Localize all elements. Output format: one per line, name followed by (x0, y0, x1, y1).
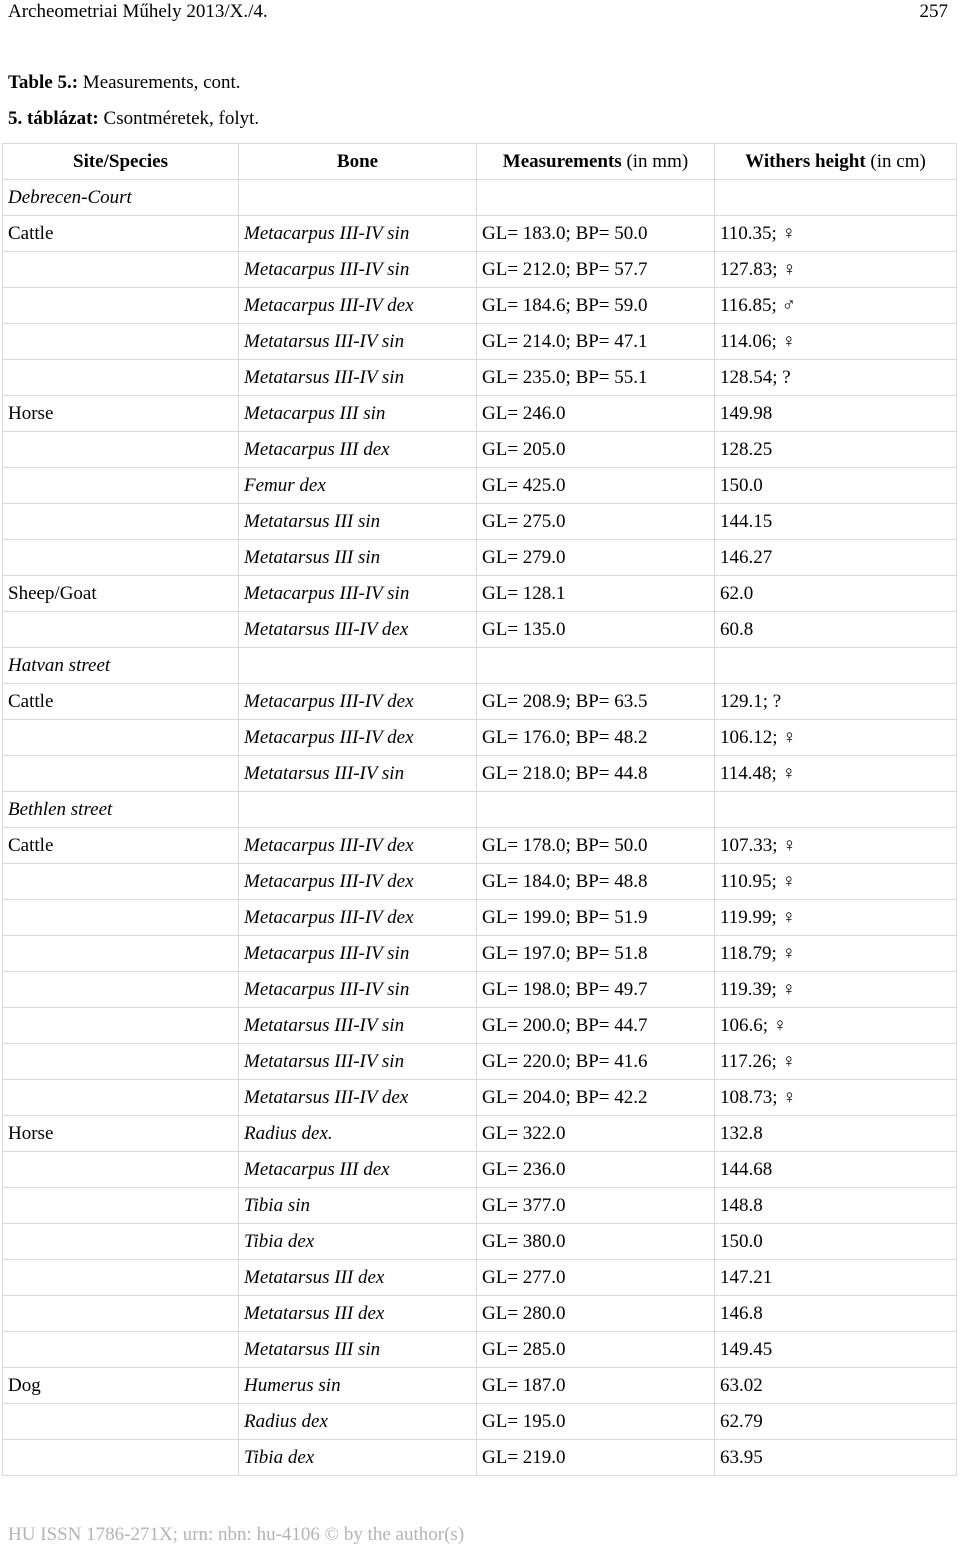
measurement-cell: GL= 199.0; BP= 51.9 (477, 900, 715, 936)
species-cell (3, 756, 239, 792)
withers-height-cell: 118.79; ♀ (715, 936, 957, 972)
species-cell (3, 1008, 239, 1044)
header-bone: Bone (239, 144, 477, 180)
empty-cell (239, 648, 477, 684)
bone-cell: Metacarpus III-IV dex (239, 900, 477, 936)
measurement-cell: GL= 178.0; BP= 50.0 (477, 828, 715, 864)
running-header (0, 0, 960, 24)
species-cell: Cattle (3, 216, 239, 252)
measurement-cell: GL= 195.0 (477, 1404, 715, 1440)
header-measurements: Measurements (in mm) (477, 144, 715, 180)
table-row (3, 864, 957, 900)
species-cell: Cattle (3, 828, 239, 864)
withers-height-cell: 146.27 (715, 540, 957, 576)
species-cell (3, 864, 239, 900)
table-row (3, 1044, 957, 1080)
table-row (3, 1404, 957, 1440)
species-cell (3, 1440, 239, 1476)
measurement-cell: GL= 214.0; BP= 47.1 (477, 324, 715, 360)
measurement-cell: GL= 425.0 (477, 468, 715, 504)
bone-cell: Metacarpus III-IV dex (239, 684, 477, 720)
bone-cell: Femur dex (239, 468, 477, 504)
bone-cell: Metacarpus III-IV sin (239, 252, 477, 288)
species-cell: Dog (3, 1368, 239, 1404)
site-row (3, 648, 957, 684)
measurement-cell: GL= 285.0 (477, 1332, 715, 1368)
withers-height-cell: 114.06; ♀ (715, 324, 957, 360)
table-row (3, 900, 957, 936)
measurement-cell: GL= 246.0 (477, 396, 715, 432)
table-row (3, 936, 957, 972)
measurement-cell: GL= 183.0; BP= 50.0 (477, 216, 715, 252)
species-cell (3, 360, 239, 396)
measurement-cell: GL= 220.0; BP= 41.6 (477, 1044, 715, 1080)
measurement-cell: GL= 277.0 (477, 1260, 715, 1296)
species-cell (3, 972, 239, 1008)
species-cell: Sheep/Goat (3, 576, 239, 612)
species-cell (3, 468, 239, 504)
withers-height-cell: 119.39; ♀ (715, 972, 957, 1008)
withers-height-cell: 116.85; ♂ (715, 288, 957, 324)
table-row (3, 360, 957, 396)
table-row (3, 576, 957, 612)
withers-height-cell: 63.95 (715, 1440, 957, 1476)
species-cell (3, 1080, 239, 1116)
bone-cell: Metacarpus III-IV dex (239, 828, 477, 864)
measurement-cell: GL= 279.0 (477, 540, 715, 576)
withers-height-cell: 62.0 (715, 576, 957, 612)
withers-height-cell: 149.98 (715, 396, 957, 432)
species-cell: Horse (3, 396, 239, 432)
bone-cell: Metatarsus III-IV sin (239, 324, 477, 360)
withers-height-cell: 107.33; ♀ (715, 828, 957, 864)
table-row (3, 1116, 957, 1152)
table-row (3, 720, 957, 756)
table-row (3, 756, 957, 792)
table-row (3, 1440, 957, 1476)
table-row (3, 288, 957, 324)
site-row (3, 792, 957, 828)
measurement-cell: GL= 176.0; BP= 48.2 (477, 720, 715, 756)
measurement-cell: GL= 187.0 (477, 1368, 715, 1404)
species-cell (3, 288, 239, 324)
header-withers-height: Withers height (in cm) (715, 144, 957, 180)
species-cell (3, 900, 239, 936)
measurement-cell: GL= 204.0; BP= 42.2 (477, 1080, 715, 1116)
withers-height-cell: 110.95; ♀ (715, 864, 957, 900)
table-row (3, 612, 957, 648)
empty-cell (477, 180, 715, 216)
table-body (3, 180, 957, 1476)
bone-cell: Metacarpus III-IV dex (239, 720, 477, 756)
withers-height-cell: 63.02 (715, 1368, 957, 1404)
table-row (3, 972, 957, 1008)
measurement-cell: GL= 235.0; BP= 55.1 (477, 360, 715, 396)
empty-cell (715, 792, 957, 828)
withers-height-cell: 60.8 (715, 612, 957, 648)
bone-cell: Metacarpus III sin (239, 396, 477, 432)
table-row (3, 828, 957, 864)
withers-height-cell: 106.12; ♀ (715, 720, 957, 756)
species-cell (3, 324, 239, 360)
withers-height-cell: 110.35; ♀ (715, 216, 957, 252)
caption-text-hungarian: Csontméretek, folyt. (98, 108, 260, 129)
withers-height-cell: 106.6; ♀ (715, 1008, 957, 1044)
withers-height-cell: 128.54; ? (715, 360, 957, 396)
bone-cell: Humerus sin (239, 1368, 477, 1404)
site-name: Debrecen-Court (3, 180, 239, 216)
measurement-cell: GL= 236.0 (477, 1152, 715, 1188)
site-name: Hatvan street (3, 648, 239, 684)
table-row (3, 216, 957, 252)
species-cell (3, 936, 239, 972)
bone-cell: Metatarsus III sin (239, 1332, 477, 1368)
site-row (3, 180, 957, 216)
species-cell (3, 720, 239, 756)
withers-height-cell: 144.68 (715, 1152, 957, 1188)
bone-cell: Metacarpus III-IV sin (239, 216, 477, 252)
header-site-species: Site/Species (3, 144, 239, 180)
bone-cell: Radius dex (239, 1404, 477, 1440)
species-cell (3, 432, 239, 468)
table-row (3, 1332, 957, 1368)
empty-cell (715, 648, 957, 684)
table-row (3, 540, 957, 576)
table-row (3, 324, 957, 360)
bone-cell: Metacarpus III-IV sin (239, 576, 477, 612)
species-cell (3, 1296, 239, 1332)
bone-cell: Tibia dex (239, 1224, 477, 1260)
table-header-row (3, 144, 957, 180)
measurement-cell: GL= 200.0; BP= 44.7 (477, 1008, 715, 1044)
table-row (3, 504, 957, 540)
measurement-cell: GL= 322.0 (477, 1116, 715, 1152)
bone-cell: Metatarsus III dex (239, 1296, 477, 1332)
table-caption-english (8, 72, 241, 94)
species-cell (3, 1260, 239, 1296)
empty-cell (477, 792, 715, 828)
table-row (3, 468, 957, 504)
bone-cell: Metatarsus III-IV sin (239, 756, 477, 792)
footer-issn: HU ISSN 1786-271X; urn: nbn: hu-4106 © by the author(s) (8, 1524, 465, 1545)
bone-cell: Tibia sin (239, 1188, 477, 1224)
species-cell: Horse (3, 1116, 239, 1152)
caption-label-hungarian: 5. táblázat: (8, 108, 99, 129)
withers-height-cell: 128.25 (715, 432, 957, 468)
bone-cell: Metatarsus III dex (239, 1260, 477, 1296)
measurement-cell: GL= 377.0 (477, 1188, 715, 1224)
bone-cell: Metatarsus III-IV dex (239, 1080, 477, 1116)
bone-cell: Metatarsus III-IV sin (239, 1044, 477, 1080)
caption-text-english: Measurements, cont. (78, 72, 241, 93)
bone-cell: Metatarsus III-IV sin (239, 360, 477, 396)
empty-cell (239, 792, 477, 828)
table-row (3, 1368, 957, 1404)
withers-height-cell: 150.0 (715, 468, 957, 504)
caption-label-english: Table 5.: (8, 72, 79, 93)
measurement-cell: GL= 380.0 (477, 1224, 715, 1260)
withers-height-cell: 62.79 (715, 1404, 957, 1440)
page-number: 257 (919, 1, 948, 22)
species-cell (3, 1332, 239, 1368)
bone-cell: Metacarpus III-IV dex (239, 864, 477, 900)
withers-height-cell: 132.8 (715, 1116, 957, 1152)
measurement-cell: GL= 135.0 (477, 612, 715, 648)
measurement-cell: GL= 198.0; BP= 49.7 (477, 972, 715, 1008)
site-name: Bethlen street (3, 792, 239, 828)
species-cell (3, 1188, 239, 1224)
bone-cell: Metacarpus III dex (239, 432, 477, 468)
withers-height-cell: 114.48; ♀ (715, 756, 957, 792)
withers-height-cell: 144.15 (715, 504, 957, 540)
withers-height-cell: 150.0 (715, 1224, 957, 1260)
bone-cell: Radius dex. (239, 1116, 477, 1152)
species-cell: Cattle (3, 684, 239, 720)
empty-cell (239, 180, 477, 216)
species-cell (3, 540, 239, 576)
table-row (3, 1188, 957, 1224)
table-row (3, 684, 957, 720)
withers-height-cell: 149.45 (715, 1332, 957, 1368)
species-cell (3, 1044, 239, 1080)
withers-height-cell: 129.1; ? (715, 684, 957, 720)
withers-height-cell: 148.8 (715, 1188, 957, 1224)
bone-cell: Metatarsus III sin (239, 540, 477, 576)
table-row (3, 396, 957, 432)
empty-cell (477, 648, 715, 684)
bone-cell: Metatarsus III-IV dex (239, 612, 477, 648)
withers-height-cell: 117.26; ♀ (715, 1044, 957, 1080)
withers-height-cell: 119.99; ♀ (715, 900, 957, 936)
measurement-cell: GL= 218.0; BP= 44.8 (477, 756, 715, 792)
bone-cell: Metacarpus III-IV sin (239, 972, 477, 1008)
measurement-cell: GL= 205.0 (477, 432, 715, 468)
bone-cell: Metatarsus III-IV sin (239, 1008, 477, 1044)
table-row (3, 1224, 957, 1260)
table-row (3, 1152, 957, 1188)
measurement-cell: GL= 197.0; BP= 51.8 (477, 936, 715, 972)
table-row (3, 252, 957, 288)
withers-height-cell: 146.8 (715, 1296, 957, 1332)
bone-cell: Metacarpus III-IV dex (239, 288, 477, 324)
table-row (3, 1008, 957, 1044)
species-cell (3, 252, 239, 288)
withers-height-cell: 147.21 (715, 1260, 957, 1296)
bone-cell: Metacarpus III-IV sin (239, 936, 477, 972)
species-cell (3, 1404, 239, 1440)
bone-cell: Tibia dex (239, 1440, 477, 1476)
table-row (3, 1260, 957, 1296)
species-cell (3, 504, 239, 540)
measurement-cell: GL= 280.0 (477, 1296, 715, 1332)
table-row (3, 1080, 957, 1116)
measurements-table (2, 143, 957, 1476)
species-cell (3, 1152, 239, 1188)
table-caption-hungarian (8, 108, 259, 130)
bone-cell: Metatarsus III sin (239, 504, 477, 540)
species-cell (3, 1224, 239, 1260)
measurement-cell: GL= 275.0 (477, 504, 715, 540)
bone-cell: Metacarpus III dex (239, 1152, 477, 1188)
withers-height-cell: 127.83; ♀ (715, 252, 957, 288)
table-row (3, 432, 957, 468)
measurement-cell: GL= 184.6; BP= 59.0 (477, 288, 715, 324)
measurement-cell: GL= 128.1 (477, 576, 715, 612)
empty-cell (715, 180, 957, 216)
withers-height-cell: 108.73; ♀ (715, 1080, 957, 1116)
measurement-cell: GL= 219.0 (477, 1440, 715, 1476)
journal-title: Archeometriai Műhely 2013/X./4. (8, 1, 268, 22)
measurement-cell: GL= 208.9; BP= 63.5 (477, 684, 715, 720)
measurement-cell: GL= 184.0; BP= 48.8 (477, 864, 715, 900)
measurement-cell: GL= 212.0; BP= 57.7 (477, 252, 715, 288)
table-row (3, 1296, 957, 1332)
species-cell (3, 612, 239, 648)
